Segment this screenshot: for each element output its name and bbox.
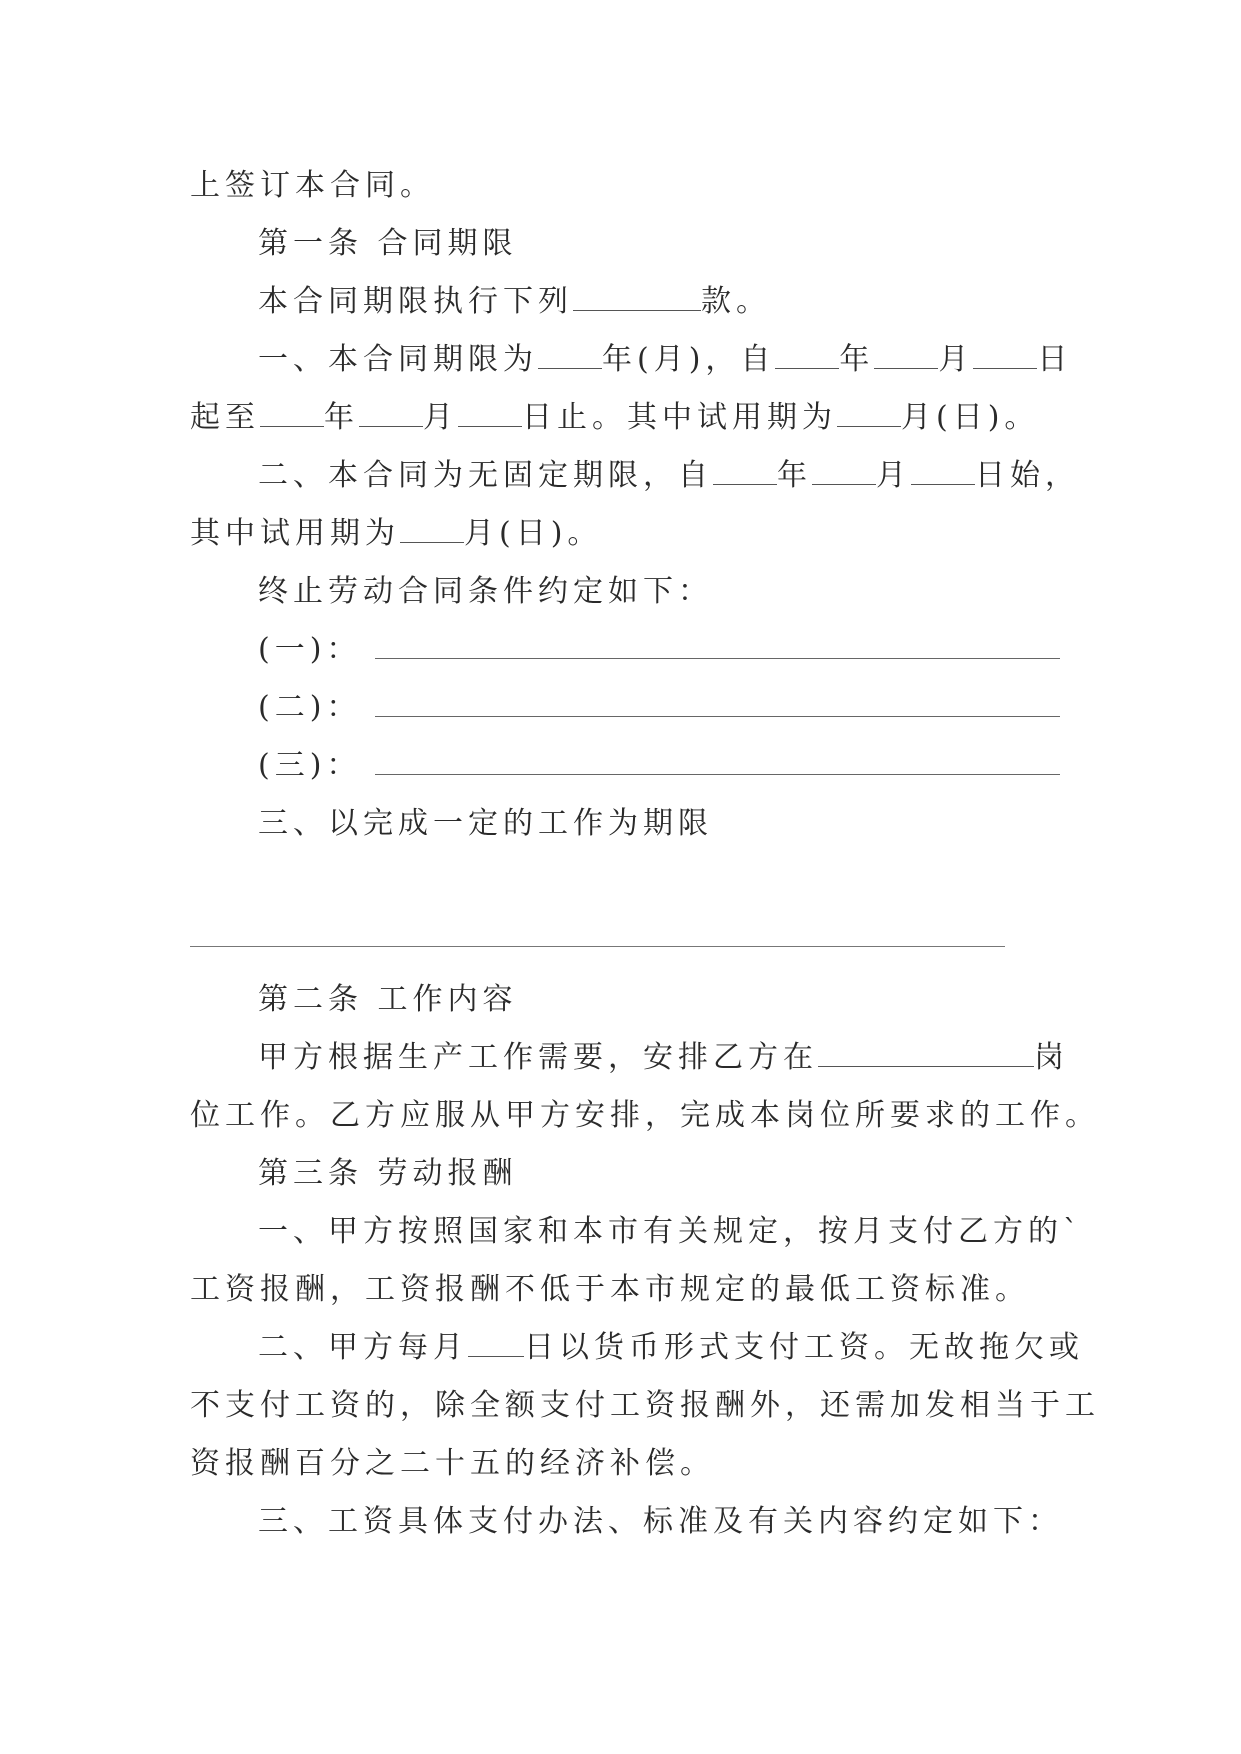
fill-blank[interactable] [874, 340, 938, 369]
paragraph-text: 岗 [1034, 1040, 1069, 1075]
condition-item [258, 746, 1060, 786]
fill-blank[interactable] [713, 456, 777, 485]
condition-blank[interactable] [375, 690, 1060, 717]
condition-blank[interactable] [375, 748, 1060, 775]
article-heading [258, 224, 518, 264]
text-line [190, 166, 435, 206]
paragraph-text: 一、本合同期限为 [258, 342, 538, 377]
paragraph-text: 月(日)。 [464, 516, 603, 551]
paragraph-text: 三、以完成一定的工作为期限 [258, 806, 713, 841]
text-line [190, 1096, 1100, 1136]
paragraph-text: 日始， [975, 458, 1080, 493]
paragraph-text: 月(日)。 [901, 400, 1040, 435]
text-line [190, 514, 602, 554]
fill-blank[interactable] [973, 340, 1037, 369]
fill-blank[interactable] [573, 282, 701, 311]
text-line [258, 804, 713, 844]
paragraph-text: 年 [839, 342, 875, 377]
condition-item [258, 630, 1060, 670]
paragraph-text: 月 [938, 342, 974, 377]
paragraph-text: 二、本合同为无固定期限，自 [258, 458, 713, 493]
paragraph-text: 上签订本合同。 [190, 168, 435, 203]
condition-label: (一)： [258, 632, 362, 667]
heading-text: 第二条 工作内容 [258, 982, 518, 1017]
text-line [258, 572, 713, 612]
paragraph-text: 其中试用期为 [190, 516, 400, 551]
paragraph-text: 本合同期限执行下列 [258, 284, 573, 319]
paragraph-text: 日以货币形式支付工资。无故拖欠或 [524, 1330, 1084, 1365]
condition-item [258, 688, 1060, 728]
fill-blank[interactable] [260, 398, 324, 427]
text-line [258, 340, 1072, 380]
paragraph-text: 三、工资具体支付办法、标准及有关内容约定如下： [258, 1504, 1063, 1539]
paragraph-text: 年(月)，自 [602, 342, 776, 377]
fill-blank[interactable] [359, 398, 423, 427]
fill-blank[interactable] [458, 398, 522, 427]
paragraph-text: 不支付工资的，除全额支付工资报酬外，还需加发相当于工 [190, 1388, 1100, 1423]
paragraph-text: 月 [423, 400, 458, 435]
condition-blank[interactable] [375, 632, 1060, 659]
paragraph-text: 日 [1037, 342, 1073, 377]
text-line [190, 1270, 1030, 1310]
paragraph-text: 位工作。乙方应服从甲方安排，完成本岗位所要求的工作。 [190, 1098, 1100, 1133]
paragraph-text: 甲方根据生产工作需要，安排乙方在 [258, 1040, 818, 1075]
paragraph-text: 终止劳动合同条件约定如下： [258, 574, 713, 609]
heading-text: 第一条 合同期限 [258, 226, 518, 261]
text-line [258, 282, 771, 322]
paragraph-text: 二、甲方每月 [258, 1330, 468, 1365]
text-line [190, 1386, 1100, 1426]
fill-blank[interactable] [818, 1038, 1034, 1067]
paragraph-text: 年 [777, 458, 812, 493]
separator-line [190, 946, 1005, 947]
paragraph-text: 款。 [701, 284, 771, 319]
article-heading [258, 1154, 518, 1194]
text-line [258, 456, 1080, 496]
condition-label: (三)： [258, 748, 362, 783]
text-line [258, 1502, 1063, 1542]
paragraph-text: 起至 [190, 400, 260, 435]
fill-blank[interactable] [538, 340, 602, 369]
paragraph-text: 月 [876, 458, 911, 493]
text-line [258, 1038, 1069, 1078]
condition-label: (二)： [258, 690, 362, 725]
paragraph-text: 日止。其中试用期为 [522, 400, 837, 435]
paragraph-text: 工资报酬，工资报酬不低于本市规定的最低工资标准。 [190, 1272, 1030, 1307]
text-line [190, 1444, 715, 1484]
fill-blank[interactable] [837, 398, 901, 427]
paragraph-text: 资报酬百分之二十五的经济补偿。 [190, 1446, 715, 1481]
fill-blank[interactable] [911, 456, 975, 485]
text-line [190, 398, 1039, 438]
paragraph-text: 年 [324, 400, 359, 435]
text-line [258, 1212, 1083, 1252]
fill-blank[interactable] [812, 456, 876, 485]
fill-blank[interactable] [468, 1328, 524, 1357]
fill-blank[interactable] [400, 514, 464, 543]
text-line [258, 1328, 1084, 1368]
heading-text: 第三条 劳动报酬 [258, 1156, 518, 1191]
fill-blank[interactable] [775, 340, 839, 369]
article-heading [258, 980, 518, 1020]
paragraph-text: 一、甲方按照国家和本市有关规定，按月支付乙方的` [258, 1214, 1083, 1249]
